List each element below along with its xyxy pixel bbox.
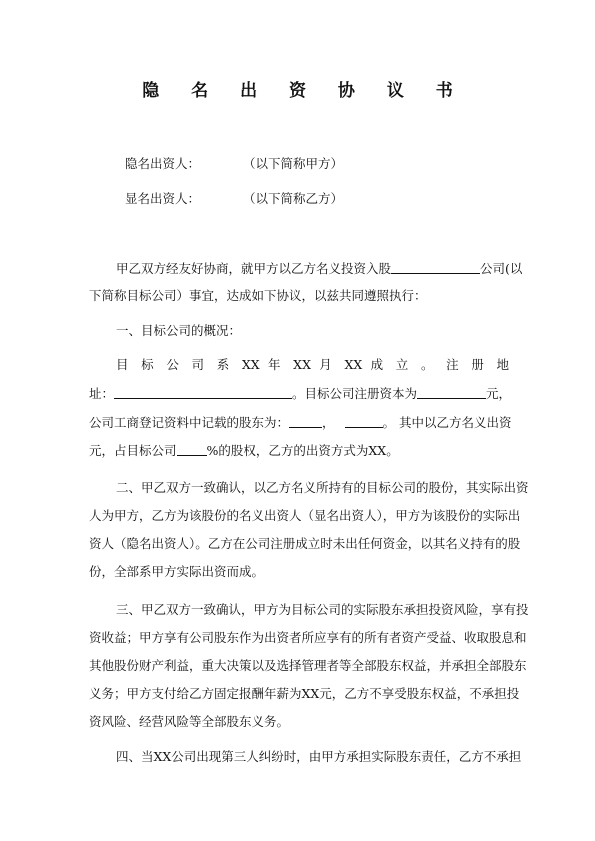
section1-line-4: 元，占目标公司 %的股权，乙方的出资方式为XX。 [89, 443, 399, 458]
intro-line-1: 甲乙双方经友好协商，就甲方以乙方名义投资入股 公司(以 [116, 261, 523, 276]
section2-line-3: 资人（隐名出资人）。乙方在公司注册成立时未出任何资金，以其名义持有的股 [89, 536, 521, 551]
capital-blank [417, 386, 486, 399]
section1-heading: 一、目标公司的概况： [116, 323, 242, 338]
hidden-investor-note: （以下简称甲方） [243, 156, 344, 171]
section3-line-4: 义务；甲方支付给乙方固定报酬年薪为XX元，乙方不享受股东权益，不承担投 [89, 686, 520, 701]
nominal-investor-note: （以下简称乙方） [243, 191, 344, 206]
nominal-investor-row [125, 189, 344, 207]
nominal-investor-label: 显名出资人： [125, 191, 201, 206]
section4-line-1: 四、当XX公司出现第三人纠纷时，由甲方承担实际股东责任，乙方不承担 [116, 749, 522, 764]
address-blank [114, 386, 292, 399]
section2-line-4: 份，全部系甲方实际出资而成。 [89, 564, 265, 579]
equity-percent-blank [177, 443, 207, 456]
section3-line-3: 其他股份财产利益，重大决策以及选择管理者等全部股东权益，并承担全部股东 [89, 658, 527, 673]
section2-line-2: 人为甲方，乙方为该股份的名义出资人（显名出资人），甲方为该股份的实际出 [89, 508, 521, 523]
section3-line-5: 资风险、经营风险等全部股东义务。 [89, 714, 290, 729]
section1-line-1: 目 标 公 司 系 XX 年 XX 月 XX 成 立 。 注 册 地 [116, 357, 509, 372]
section1-line-2: 址： 。目标公司注册资本为 元， [89, 386, 512, 401]
section3-line-1: 三、甲乙双方一致确认，甲方为目标公司的实际股东承担投资风险，享有投 [116, 602, 529, 617]
company-name-blank [391, 261, 480, 274]
shareholder-2-blank [345, 415, 383, 428]
shareholder-1-blank [289, 415, 322, 428]
document-title: 隐 名 出 资 协 议 书 [142, 81, 466, 101]
section3-line-2: 资收益；甲方享有公司股东作为出资者所应享有的所有者资产受益、收取股息和 [89, 630, 527, 645]
section1-line-3: 公司工商登记资料中记载的股东为： ， 。 其中以乙方名义出资 [89, 415, 512, 430]
hidden-investor-label: 隐名出资人： [125, 156, 201, 171]
hidden-investor-row [125, 154, 344, 172]
intro-line-2: 下简称目标公司）事宜，达成如下协议，以兹共同遵照执行： [89, 288, 427, 303]
section2-line-1: 二、甲乙双方一致确认，以乙方名义所持有的目标公司的股份，其实际出资 [116, 480, 529, 495]
